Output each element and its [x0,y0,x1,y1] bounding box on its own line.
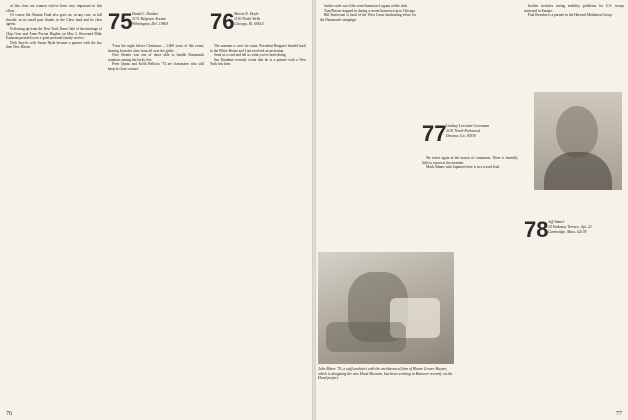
class-number: 77 [422,121,447,146]
classmate-portrait-photo [534,92,622,190]
column-text: Mark Adams with Japanese beer is in a record lead. [426,165,501,170]
class-number: 75 [108,9,133,34]
column-text: Jim Donahue recently wrote that he is a partner with a New York law firm. [210,57,306,67]
right-column-3 [524,4,624,18]
photo-desk [326,322,406,352]
class-number: 76 [210,9,235,34]
class-secretary-info [446,124,489,138]
photo-caption: Julie Minor '76, a staff architect with the architectural firm of Moore Grover Harper, which is designing the new Hood Museum, has been working in Hanover recently on the Hood project. [318,367,453,381]
class-header-78 [524,218,624,248]
column-text: 'Twas the night before Christmas..., 2,000 years of this event, hearing from the class from all over the globe. [108,44,204,53]
secretary-name: David L. Dunbar [132,12,159,16]
class-header-77 [422,122,518,152]
class-header-76 [210,10,306,40]
right-page [316,0,628,420]
secretary-city: Wilmington, Del. 19803 [132,21,169,26]
secretary-city: Cambridge, Mass. 02139 [548,229,587,234]
left-column-2 [108,4,204,72]
right-column-2 [422,4,518,170]
column-text: We arrive again at the season of comments. There is fearfully little to report at the moment. [422,156,518,165]
column-text: Paul Reardon is a partner in the Harvard Mediation Group. [528,13,613,18]
column-text: Tom Pinson stopped in during a recent business trip to Chicago. [324,8,416,13]
secretary-address: 3131 Belgrave Avenue [132,16,167,21]
column-text: Send us a card and tell us what you've been doing. [214,53,287,58]
column-text: The summer is over for some. President Reagan's headed back to the White House and I am received an invitation. [210,44,306,53]
secretary-address: 14 Embassy Terrace, Apt. 22 [548,224,592,229]
column-text: Nice Steiner was one of those able to handle Dartmouth reunions among the lucky few. [108,53,204,62]
column-text: brother includes saving mobility problems for U.S. troops stationed in Europe. [524,4,624,13]
portrait-body [544,152,612,190]
left-page [0,0,312,420]
architect-photo [318,252,454,364]
left-column-3 [210,4,306,67]
class-secretary-info [234,12,264,26]
left-column-1 [6,4,102,50]
secretary-name: Lindsay Lorraine Greenman [446,124,490,128]
page-number: 76 [6,411,12,417]
column-text: Bill Sturtevant is head of the West Coast fundraising effort for the Dartmouth campaign. [320,13,416,22]
secretary-name: Martin E. Doyle [234,12,259,16]
column-text: Dick Steyn's wife Susan Hyde became a partner with the law firm New Haven. [6,40,102,50]
right-column-1 [320,4,416,22]
portrait-face [556,106,598,158]
column-text: Peter Quinn and Keith Bellows '74 are classmates who still keep in close contact. [108,62,204,71]
column-text: Following up from the New York Times' bile of the marriage of Chip Gow and Anne Peyton Hughes on May 5, Reverend Mike Eastman presided over a quite personal family service. [6,26,102,41]
secretary-address: 2101 North Parkwood [446,128,480,133]
right-column-3-lower [524,212,624,252]
page-number: 77 [616,411,622,417]
secretary-name: Jeff Immel [548,220,564,224]
secretary-city: Chicago, Ill. 60614 [234,21,264,26]
column-text: of this class are women who've been very important in this effort. [6,4,102,13]
column-text: Of course the Alumni Fund also goes on, in any case, at full throttle, in no small part, thanks to the Class fund and its class agents. [6,13,102,27]
class-secretary-info [132,12,168,26]
secretary-city: Decatur, Ga. 30030 [446,133,476,138]
secretary-address: 1130 North Wells [234,16,261,21]
column-text: further stale out of the semi-luxurious Laguna coffee club. [324,4,408,8]
class-header-75 [108,10,204,40]
class-secretary-info [548,220,592,234]
class-number: 78 [524,217,549,242]
